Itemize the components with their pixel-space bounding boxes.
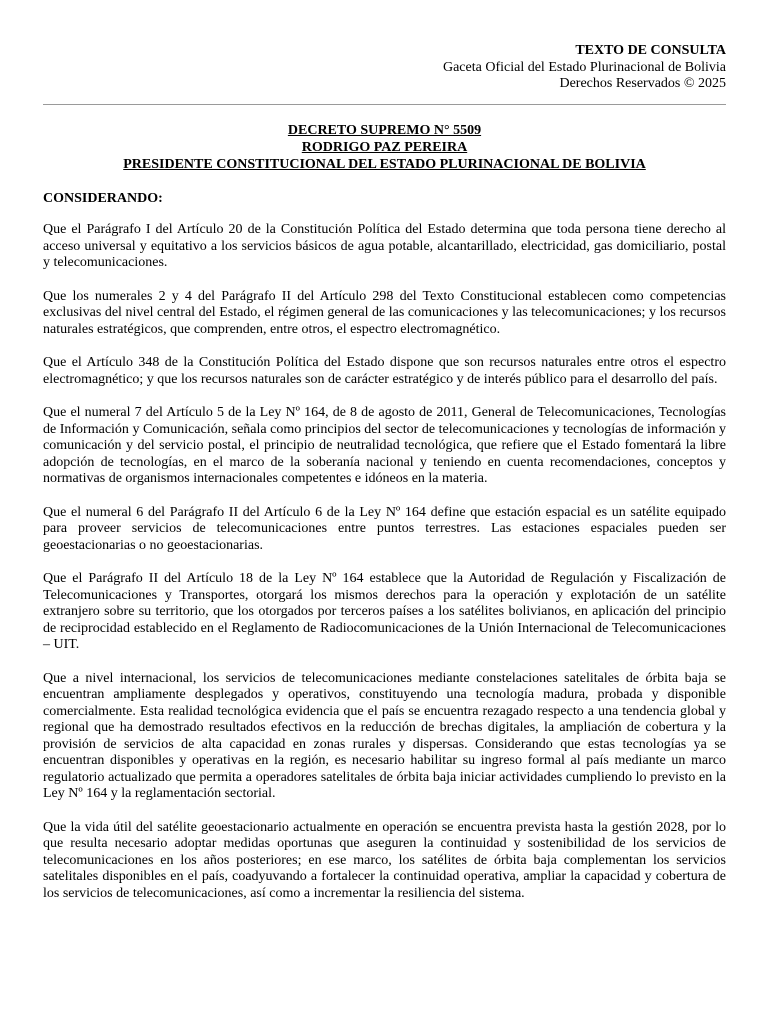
header-gazette: Gaceta Oficial del Estado Plurinacional de Bolivia: [442, 59, 726, 75]
considerando-heading: CONSIDERANDO:: [43, 191, 163, 206]
decree-title-block: [43, 122, 726, 173]
president-office: PRESIDENTE CONSTITUCIONAL DEL ESTADO PLURINACIONAL DE BOLIVIA: [123, 157, 646, 172]
paragraph: Que el numeral 6 del Parágrafo II del Artículo 6 de la Ley Nº 164 define que estación espacial es un satélite equipado para proveer servicios de telecomunicaciones entre puntos terrestres. Las estaciones espaciales pueden ser geoestacionarias o no geoestacionarias.: [43, 504, 726, 553]
header-divider: [43, 104, 726, 105]
paragraph: Que la vida útil del satélite geoestacionario actualmente en operación se encuentra prevista hasta la gestión 2028, por lo que resulta necesario adoptar medidas oportunas que aseguren la continuidad y sostenibilidad de los servicios de telecomunicaciones en los años posteriores; en ese marco, los satélites de órbita baja complementan los servicios satelitales disponibles en el país, coadyuvando a fortalecer la continuidad operativa, ampliar la capacidad y cobertura de los servicios de telecomunicaciones, así como a incrementar la resiliencia del sistema.: [43, 819, 726, 901]
paragraph: Que a nivel internacional, los servicios de telecomunicaciones mediante constelaciones satelitales de órbita baja se encuentran ampliamente desplegados y operativos, constituyendo una tecnología madura, probada y disponible comercialmente. Esta realidad tecnológica evidencia que el país se encuentra rezagado respecto a una tendencia global y regional que ha demostrado resultados efectivos en la reducción de brechas digitales, la ampliación de cobertura y la provisión de servicios de alta capacidad en zonas rurales y dispersas. Considerando que estas tecnologías ya se encuentran disponibles y operativas en la región, es necesario habilitar su ingreso formal al país mediante un marco regulatorio actualizado que permita a operadores satelitales de órbita baja iniciar actividades cumpliendo lo previsto en la Ley Nº 164 y la reglamentación sectorial.: [43, 670, 726, 801]
president-name: RODRIGO PAZ PEREIRA: [301, 140, 468, 155]
decree-number: DECRETO SUPREMO N° 5509: [287, 123, 482, 138]
header-title: TEXTO DE CONSULTA: [575, 43, 726, 58]
paragraph: Que los numerales 2 y 4 del Parágrafo II del Artículo 298 del Texto Constitucional establecen como competencias exclusivas del nivel central del Estado, el régimen general de las comunicaciones y las telecomunicaciones; y los recursos naturales estratégicos, que comprenden, entre otros, el espectro electromagnético.: [43, 288, 726, 337]
paragraph: Que el Artículo 348 de la Constitución Política del Estado dispone que son recursos naturales entre otros el espectro electromagnético; y que los recursos naturales son de carácter estratégico y de interés público para el desarrollo del país.: [43, 355, 726, 387]
header-copyright: Derechos Reservados © 2025: [559, 76, 726, 91]
document-body: [43, 222, 726, 919]
paragraph: Que el Parágrafo I del Artículo 20 de la Constitución Política del Estado determina que toda persona tiene derecho al acceso universal y equitativo a los servicios básicos de agua potable, alcantarillado, electricidad, gas domiciliario, postal y telecomunicaciones.: [43, 222, 726, 270]
paragraph: Que el Parágrafo II del Artículo 18 de la Ley Nº 164 establece que la Autoridad de Regulación y Fiscalización de Telecomunicaciones y Transportes, otorgará los mismos derechos para la operación y explotación de un satélite extranjero sobre su territorio, que los otorgados por terceros países a los satélites bolivianos, en aplicación del principio de reciprocidad establecido en el Reglamento de Radiocomunicaciones de la Unión Internacional de Telecomunicaciones – UIT.: [43, 571, 726, 652]
paragraph: Que el numeral 7 del Artículo 5 de la Ley Nº 164, de 8 de agosto de 2011, General de Telecomunicaciones, Tecnologías de Información y Comunicación, señala como principios del sector de telecomunicaciones y tecnologías de información y comunicación y del servicio postal, el principio de neutralidad tecnológica, que refiere que el Estado fomentará la libre adopción de tecnologías, en el marco de la soberanía nacional y teniendo en cuenta recomendaciones, conceptos y normativas de organismos internacionales competentes e idóneos en la materia.: [43, 405, 726, 486]
document-header: [443, 43, 726, 93]
